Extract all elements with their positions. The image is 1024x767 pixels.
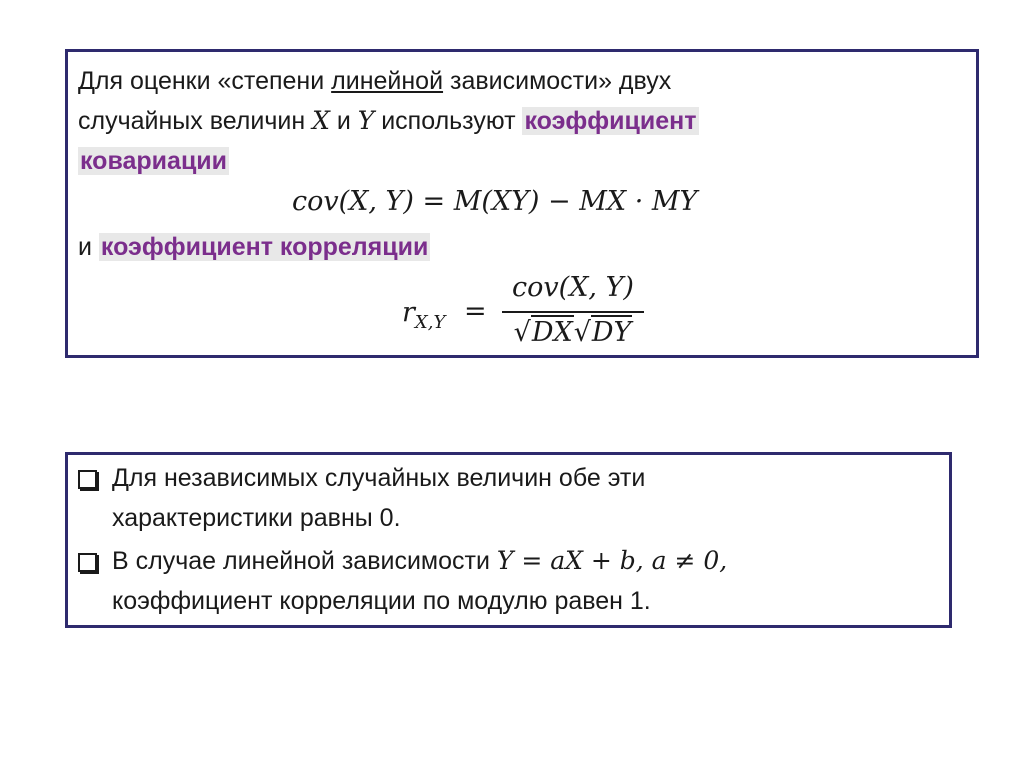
linear-relation-formula: Y = aX + b, a ≠ 0, — [496, 546, 728, 575]
checkbox-bullet-icon — [78, 470, 97, 489]
text: зависимости» двух — [443, 67, 672, 95]
highlight-term: коэффициент корреляции — [100, 233, 429, 261]
text: и — [329, 107, 358, 135]
highlight-term: ковариации — [80, 147, 228, 175]
sqrt-argument: DY — [591, 317, 632, 348]
correlation-symbol — [402, 297, 445, 339]
variable-y: Y — [357, 106, 375, 135]
covariance-formula: cov(X, Y) = M(XY) − MX · MY — [292, 186, 698, 217]
text: используют — [374, 107, 523, 135]
text: В случае линейной зависимости — [112, 547, 497, 575]
sqrt-argument: DX — [531, 317, 573, 348]
highlight-term: коэффициент — [524, 107, 697, 135]
subscript: X,Y — [414, 312, 446, 333]
text: случайных величин — [78, 107, 313, 135]
definition-line-1 — [78, 66, 671, 96]
property-2-line-2: коэффициент корреляции по модулю равен 1. — [112, 587, 651, 615]
definition-line-3 — [78, 146, 229, 176]
correlation-formula — [402, 272, 652, 352]
checkbox-bullet-icon — [78, 553, 97, 572]
variable-x: X — [312, 106, 330, 135]
text: и — [78, 233, 99, 261]
denominator — [502, 317, 644, 349]
property-2-line-1 — [112, 546, 727, 576]
sqrt-icon: √ — [573, 317, 591, 348]
underlined-word: линейной — [331, 67, 444, 95]
equals-sign: = — [464, 296, 487, 327]
property-1-line-1: Для независимых случайных величин обе эти — [112, 464, 646, 492]
text: Для оценки «степени — [78, 67, 332, 95]
sqrt-icon: √ — [513, 317, 531, 348]
property-1-line-2: характеристики равны 0. — [112, 504, 401, 532]
fraction-bar — [502, 311, 644, 313]
r-letter: r — [402, 297, 415, 328]
definition-line-4 — [78, 232, 430, 262]
numerator: cov(X, Y) — [512, 272, 634, 303]
definition-line-2 — [78, 106, 699, 136]
